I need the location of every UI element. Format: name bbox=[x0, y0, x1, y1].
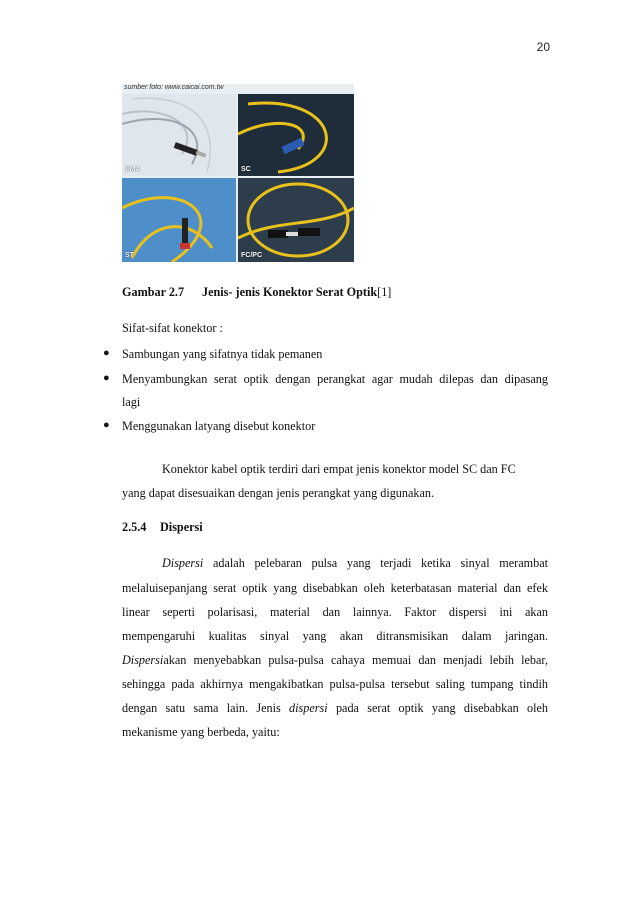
page-number: 20 bbox=[536, 40, 550, 54]
sc-photo bbox=[238, 94, 354, 176]
paragraph2-line: melaluisepanjang serat optik yang disebabkan oleh keterbatasan material dan efek bbox=[122, 581, 548, 595]
paragraph1-line: Konektor kabel optik terdiri dari empat jenis konektor model SC dan FC bbox=[162, 462, 516, 476]
paragraph2-line bbox=[122, 701, 548, 716]
panel-sc bbox=[238, 94, 354, 176]
section-number: 2.5.4 bbox=[122, 520, 147, 534]
property-item: Menyambungkan serat optik dengan perangkat agar mudah dilepas dan dipasang bbox=[122, 372, 548, 386]
term-dispersi: Dispersi bbox=[122, 653, 164, 667]
label-fcpc: FC/PC bbox=[241, 252, 262, 259]
bullet-icon: ● bbox=[103, 347, 110, 359]
paragraph1-line: yang dapat disesuaikan dengan jenis perangkat yang digunakan. bbox=[122, 486, 435, 500]
text-span: dengan satu sama lain. Jenis bbox=[122, 701, 290, 715]
bullet-icon: ● bbox=[103, 372, 110, 384]
property-item: Menggunakan latyang disebut konektor bbox=[122, 419, 316, 433]
panel-fcpc bbox=[238, 178, 354, 262]
fcpc-photo bbox=[238, 178, 354, 262]
text-span: akan menyebabkan pulsa-pulsa cahaya memuai dan menjadi lebih lebar, bbox=[163, 653, 548, 667]
caption-ref: [1] bbox=[377, 285, 392, 299]
panel-sma bbox=[122, 94, 236, 176]
paragraph2-line: linear seperti polarisasi, material dan lainnya. Faktor dispersi ini akan bbox=[122, 605, 548, 619]
text-span: adalah pelebaran pulsa yang terjadi ketika sinyal merambat bbox=[203, 556, 548, 570]
paragraph2-line bbox=[122, 653, 548, 668]
paragraph2-line: mekanisme yang berbeda, yaitu: bbox=[122, 725, 280, 739]
figure-source: sumber foto: www.caicai.com.tw bbox=[124, 84, 224, 91]
panel-st bbox=[122, 178, 236, 262]
section-heading bbox=[122, 520, 203, 535]
label-sma: SMA bbox=[125, 166, 141, 173]
paragraph2-line: mempengaruhi kualitas sinyal yang akan ditransmisikan dalam jaringan. bbox=[122, 629, 548, 643]
label-sc: SC bbox=[241, 166, 251, 173]
text-span: pada serat optik yang disebabkan oleh bbox=[327, 701, 548, 715]
figure-caption bbox=[122, 285, 391, 300]
section-title: Dispersi bbox=[160, 520, 203, 534]
term-dispersi: Dispersi bbox=[162, 556, 204, 570]
property-item: Sambungan yang sifatnya tidak pemanen bbox=[122, 347, 323, 361]
sma-photo bbox=[122, 94, 236, 176]
st-photo bbox=[122, 178, 236, 262]
term-dispersi: dispersi bbox=[289, 701, 328, 715]
paragraph2-line: sehingga pada akhirnya mengakibatkan pulsa-pulsa tersebut saling tumpang tindih bbox=[122, 677, 548, 691]
connector-figure bbox=[122, 84, 354, 262]
paragraph2-line bbox=[162, 556, 548, 571]
properties-intro: Sifat-sifat konektor : bbox=[122, 321, 223, 335]
caption-title: Jenis- jenis Konektor Serat Optik bbox=[202, 285, 378, 299]
bullet-icon: ● bbox=[103, 419, 110, 431]
caption-number: Gambar 2.7 bbox=[122, 285, 185, 299]
label-st: ST bbox=[125, 252, 134, 259]
property-item-continued: lagi bbox=[122, 395, 141, 409]
